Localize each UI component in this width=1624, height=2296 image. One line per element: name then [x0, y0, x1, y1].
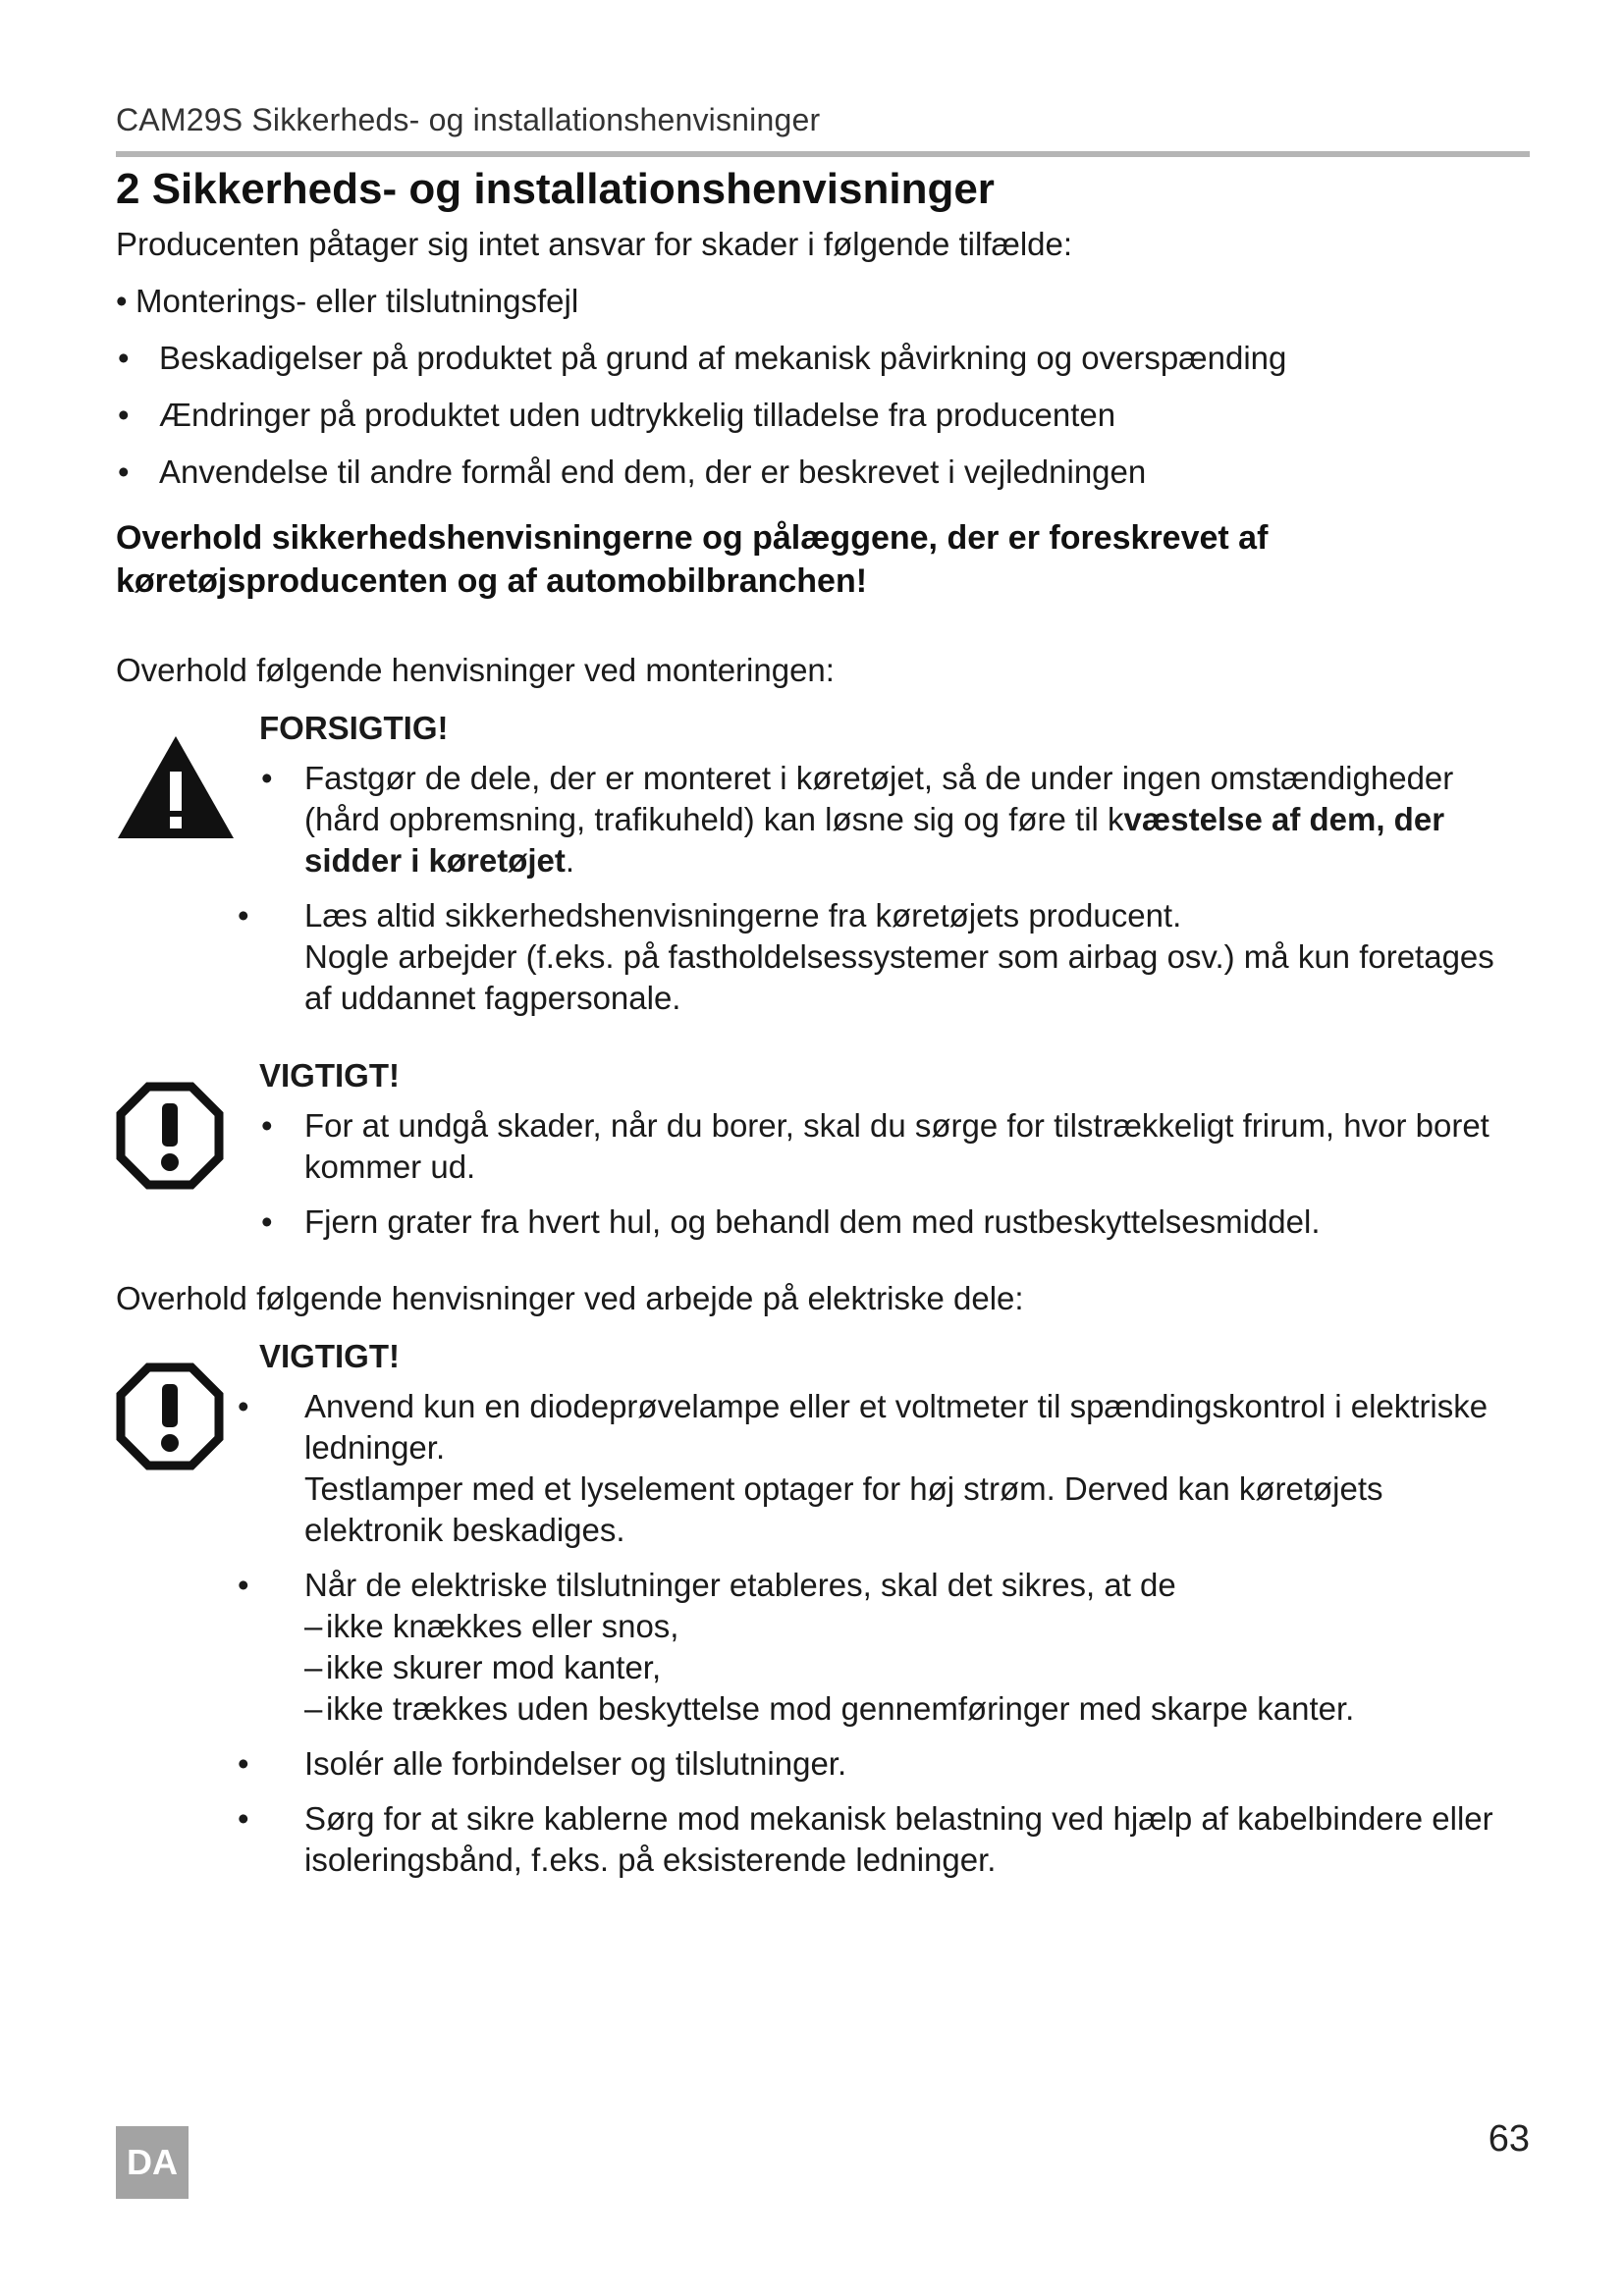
caution-item-line: • Læs altid sikkerhedshenvisningerne fra køretøjets producent.	[304, 897, 1182, 934]
caution-item-text: Fastgør de dele, der er monteret i køretøjet, så de under ingen omstændigheder (hård opbremsning, trafikuheld) kan løsne sig og føre til k	[304, 760, 1454, 837]
list-item: • Anvendelse til andre formål end dem, der er beskrevet i vejledningen	[116, 452, 1530, 493]
liability-intro: Producenten påtager sig intet ansvar for skader i følgende tilfælde:	[116, 226, 1073, 262]
mounting-intro: Overhold følgende henvisninger ved monteringen:	[116, 652, 835, 688]
electrical-item-line: • Når de elektriske tilslutninger etableres, skal det sikres, at de	[304, 1567, 1176, 1603]
running-header: CAM29S Sikkerheds- og installationshenvisninger	[116, 102, 821, 137]
electrical-item-line: • Anvend kun en diodeprøvelampe eller et voltmeter til spændingskontrol i elektriske ledninger.	[304, 1388, 1489, 1466]
liability-list	[116, 281, 1530, 493]
list-item: • For at undgå skader, når du borer, skal du sørge for tilstrækkeligt frirum, hvor boret kommer ud.	[259, 1105, 1530, 1188]
list-item: • Fjern grater fra hvert hul, og behandl dem med rustbeskyttelsesmiddel.	[259, 1201, 1530, 1243]
list-item	[259, 1386, 1530, 1551]
important-list	[259, 1105, 1530, 1243]
sub-list-item: – ikke skurer mod kanter,	[304, 1647, 1530, 1688]
important-notice-mounting	[116, 1054, 1530, 1256]
page-content	[116, 157, 1530, 1916]
important-notice-icon	[116, 1054, 259, 1256]
page-number: 63	[1488, 2118, 1530, 2160]
warning-triangle-icon	[116, 707, 259, 1033]
caution-notice	[116, 707, 1530, 1033]
sub-list	[304, 1606, 1530, 1730]
list-item	[259, 758, 1530, 881]
list-item: • Monterings- eller tilslutningsfejl	[116, 281, 1530, 322]
caution-title: FORSIGTIG!	[259, 710, 449, 746]
list-item: • Isolér alle forbindelser og tilslutninger.	[259, 1743, 1530, 1785]
electrical-item-line: Testlamper med et lyselement optager for høj strøm. Derved kan køretøjets elektronik beskadiges.	[304, 1470, 1383, 1548]
electrical-intro: Overhold følgende henvisninger ved arbejde på elektriske dele:	[116, 1280, 1024, 1316]
language-badge: DA	[116, 2126, 189, 2199]
section-title: 2 Sikkerheds- og installationshenvisninger	[116, 165, 995, 213]
sub-list-item: – ikke knækkes eller snos,	[304, 1606, 1530, 1647]
caution-list	[259, 758, 1530, 1019]
list-item	[259, 1565, 1530, 1730]
caution-item-line: Nogle arbejder (f.eks. på fastholdelsessystemer som airbag osv.) må kun foretages af uddannet fagpersonale.	[304, 938, 1494, 1016]
caution-item-bold: væstelse af dem, der sidder i køretøjet	[304, 801, 1445, 879]
electrical-list	[259, 1386, 1530, 1881]
important-title: VIGTIGT!	[259, 1057, 400, 1094]
list-item: • Ændringer på produktet uden udtrykkelig tilladelse fra producenten	[116, 395, 1530, 436]
sub-list-item: – ikke trækkes uden beskyttelse mod gennemføringer med skarpe kanter.	[304, 1688, 1530, 1730]
list-item: • Beskadigelser på produktet på grund af mekanisk påvirkning og overspænding	[116, 338, 1530, 379]
list-item: • Sørg for at sikre kablerne mod mekanisk belastning ved hjælp af kabelbindere eller isoleringsbånd, f.eks. på eksisterende ledninger.	[259, 1798, 1530, 1881]
caution-item-end: .	[565, 842, 575, 879]
list-item	[259, 895, 1530, 1019]
important-notice-electrical	[116, 1335, 1530, 1895]
important-title: VIGTIGT!	[259, 1338, 400, 1374]
bold-warning: Overhold sikkerhedshenvisningerne og pålæggene, der er foreskrevet af køretøjsproducenten og af automobilbranchen!	[116, 519, 1269, 600]
